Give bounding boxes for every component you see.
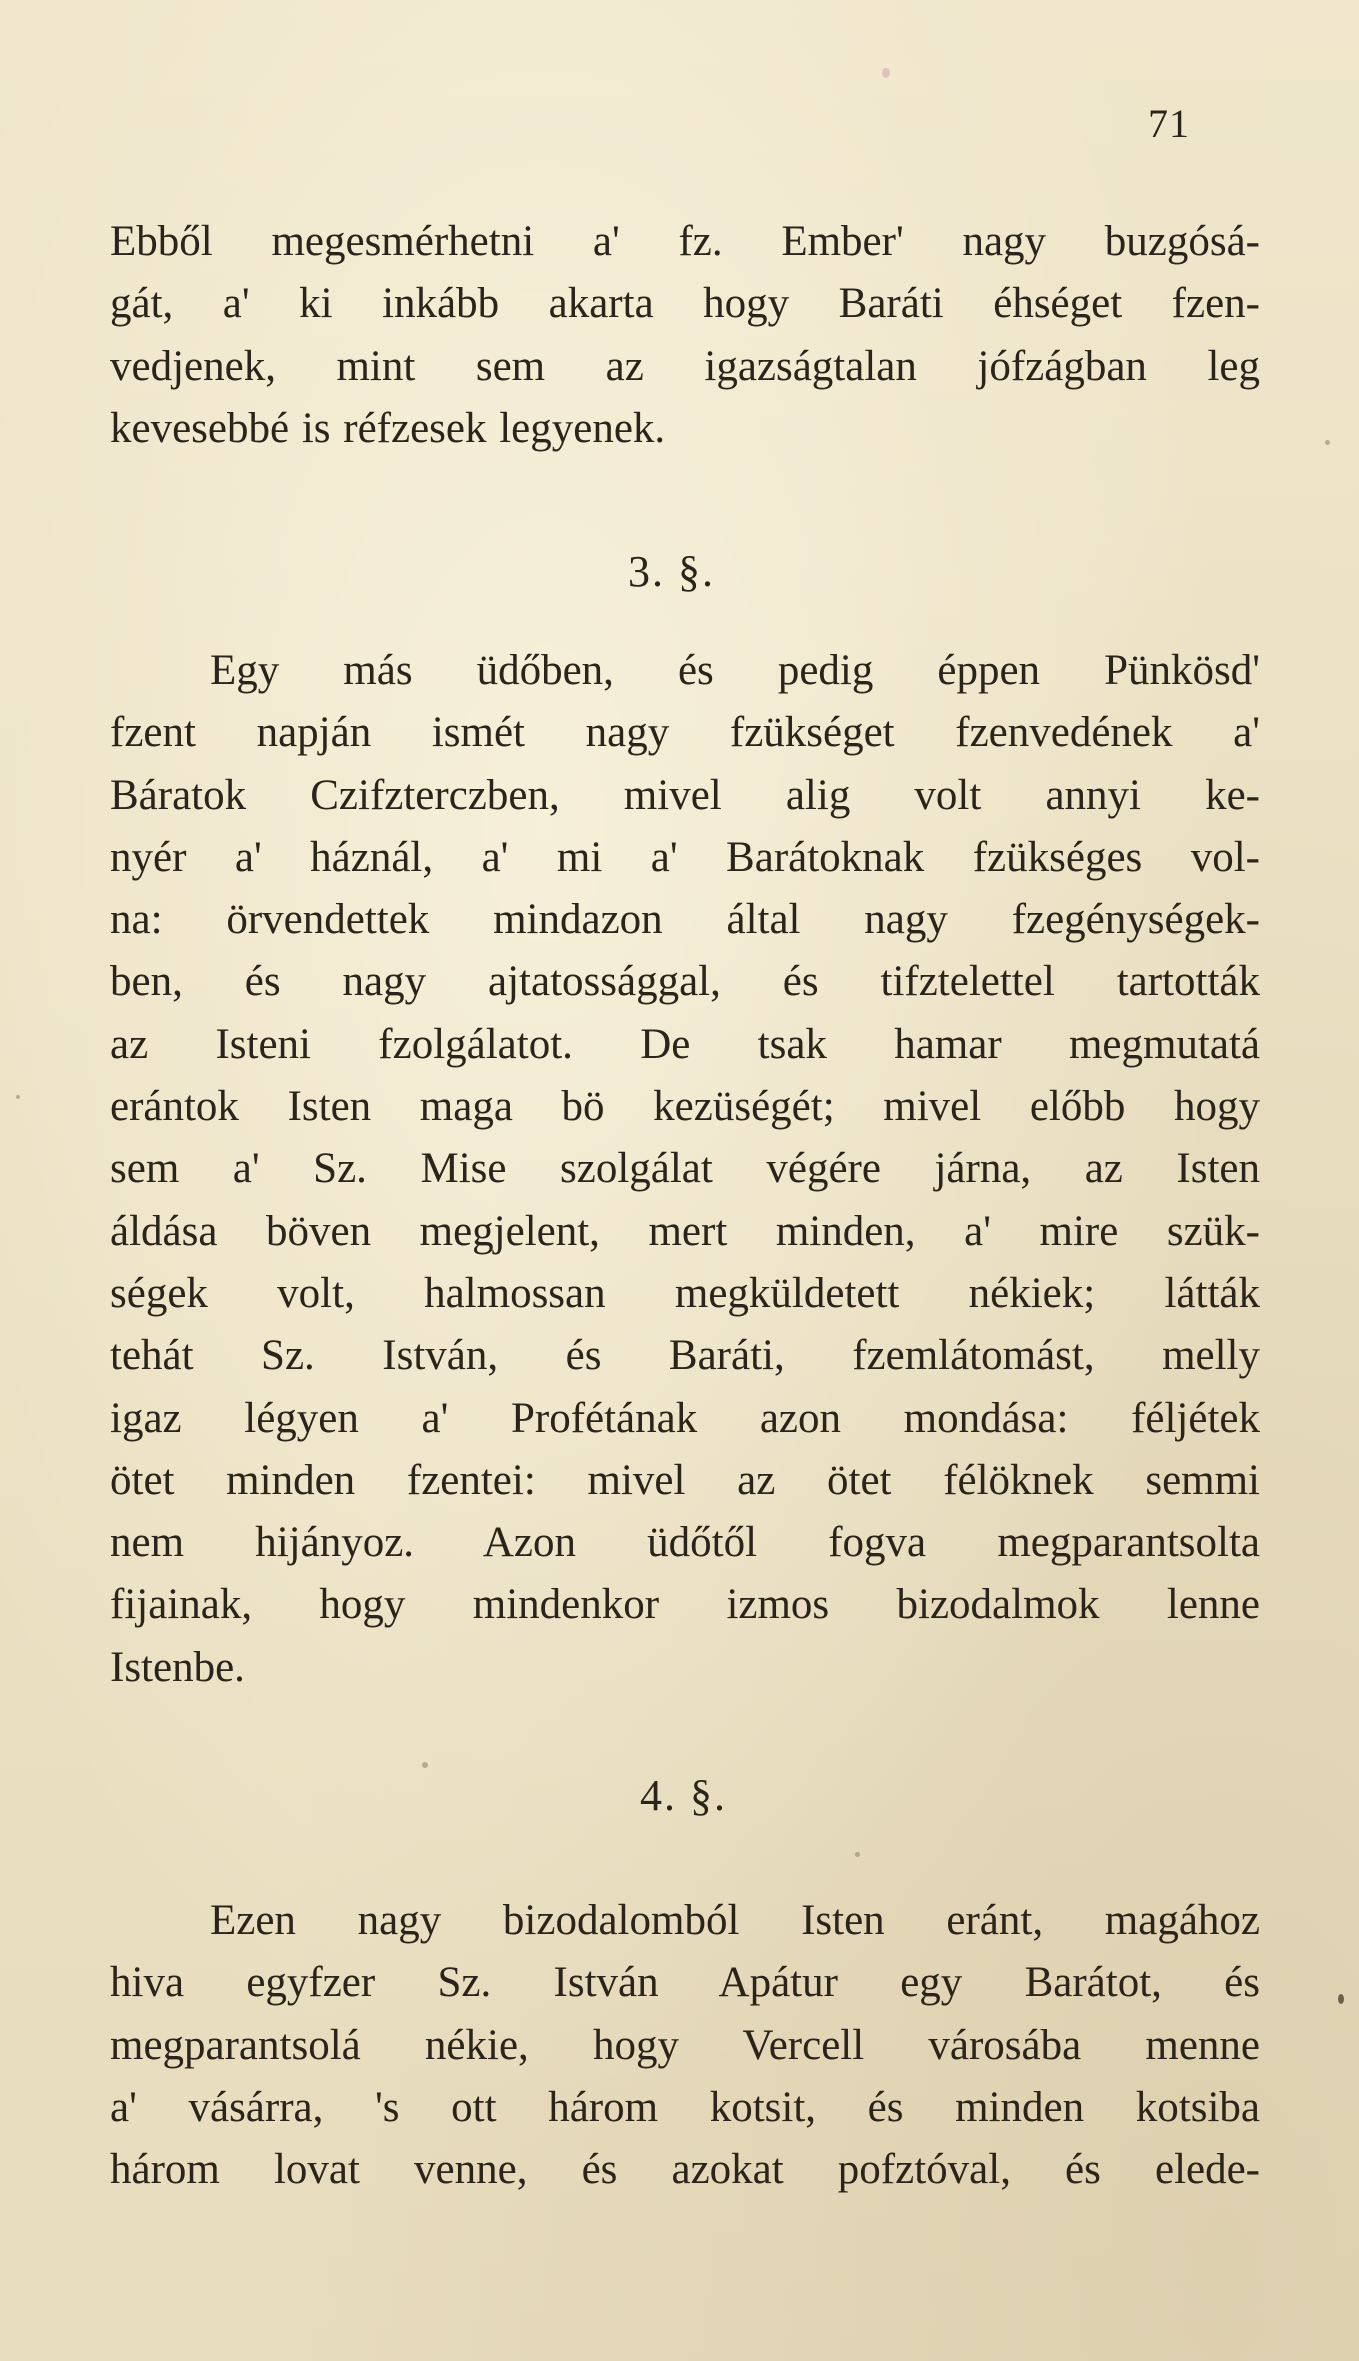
- paper-speck: [1325, 440, 1330, 445]
- text-line: fzent napján ismét nagy fzükséget fzenvedének a': [110, 709, 1260, 757]
- text-line: a' vásárra, 's ott három kotsit, és minden kotsiba: [110, 2083, 1260, 2131]
- text-line: ben, és nagy ajtatossággal, és tifztelettel tartották: [110, 958, 1260, 1006]
- paper-speck: [855, 1852, 860, 1857]
- text-line: na: örvendettek mindazon által nagy fzegénységek-: [110, 896, 1260, 944]
- text-line: vedjenek, mint sem az igazságtalan jófzágban leg: [110, 342, 1260, 390]
- text-line: nyér a' háznál, a' mi a' Barátoknak fzükséges vol-: [110, 833, 1260, 881]
- text-line: gát, a' ki inkább akarta hogy Baráti éhséget fzen-: [110, 280, 1260, 328]
- paragraph-2: [110, 640, 1260, 1699]
- section-heading-3: 3. §.: [628, 547, 715, 596]
- text-line: megparantsolá nékie, hogy Vercell városába menne: [110, 2021, 1260, 2069]
- text-line: kevesebbé is réfzesek legyenek.: [110, 404, 666, 452]
- paper-speck: [882, 68, 890, 78]
- text-line: Istenbe.: [110, 1643, 245, 1691]
- text-line: Báratok Czifzterczben, mivel alig volt annyi ke-: [110, 771, 1260, 819]
- text-line: ötet minden fzentei: mivel az ötet félöknek semmi: [110, 1456, 1260, 1504]
- text-line: az Isteni fzolgálatot. De tsak hamar megmutatá: [110, 1020, 1260, 1068]
- text-line: Ezen nagy bizodalomból Isten eránt, magához: [210, 1897, 1260, 1944]
- paragraph-1: [110, 211, 1260, 460]
- paragraph-3: [110, 1890, 1260, 2201]
- text-line: Ebből megesmérhetni a' fz. Ember' nagy buzgósá-: [110, 218, 1260, 265]
- text-line: ségek volt, halmossan megküldetett nékiek; látták: [110, 1269, 1260, 1317]
- text-line: igaz légyen a' Profétának azon mondása: féljétek: [110, 1394, 1260, 1442]
- text-line: sem a' Sz. Mise szolgálat végére járna, az Isten: [110, 1145, 1260, 1193]
- text-line: áldása böven megjelent, mert minden, a' mire szük-: [110, 1207, 1260, 1255]
- paper-speck: [16, 1095, 20, 1099]
- paper-speck: [422, 1762, 428, 1768]
- text-line: Egy más üdőben, és pedig éppen Pünkösd': [210, 647, 1260, 694]
- page-number: 71: [1148, 101, 1190, 146]
- text-line: három lovat venne, és azokat pofztóval, és elede-: [110, 2146, 1260, 2194]
- text-line: tehát Sz. István, és Baráti, fzemlátomást, melly: [110, 1332, 1260, 1380]
- text-line: hiva egyfzer Sz. István Apátur egy Barátot, és: [110, 1959, 1260, 2007]
- text-line: fijainak, hogy mindenkor izmos bizodalmok lenne: [110, 1581, 1260, 1629]
- section-heading-4: 4. §.: [640, 1771, 727, 1820]
- text-line: erántok Isten maga bö kezüségét; mivel előbb hogy: [110, 1083, 1260, 1131]
- paper-speck: [1338, 1994, 1344, 2004]
- text-line: nem hijányoz. Azon üdőtől fogva megparantsolta: [110, 1519, 1260, 1567]
